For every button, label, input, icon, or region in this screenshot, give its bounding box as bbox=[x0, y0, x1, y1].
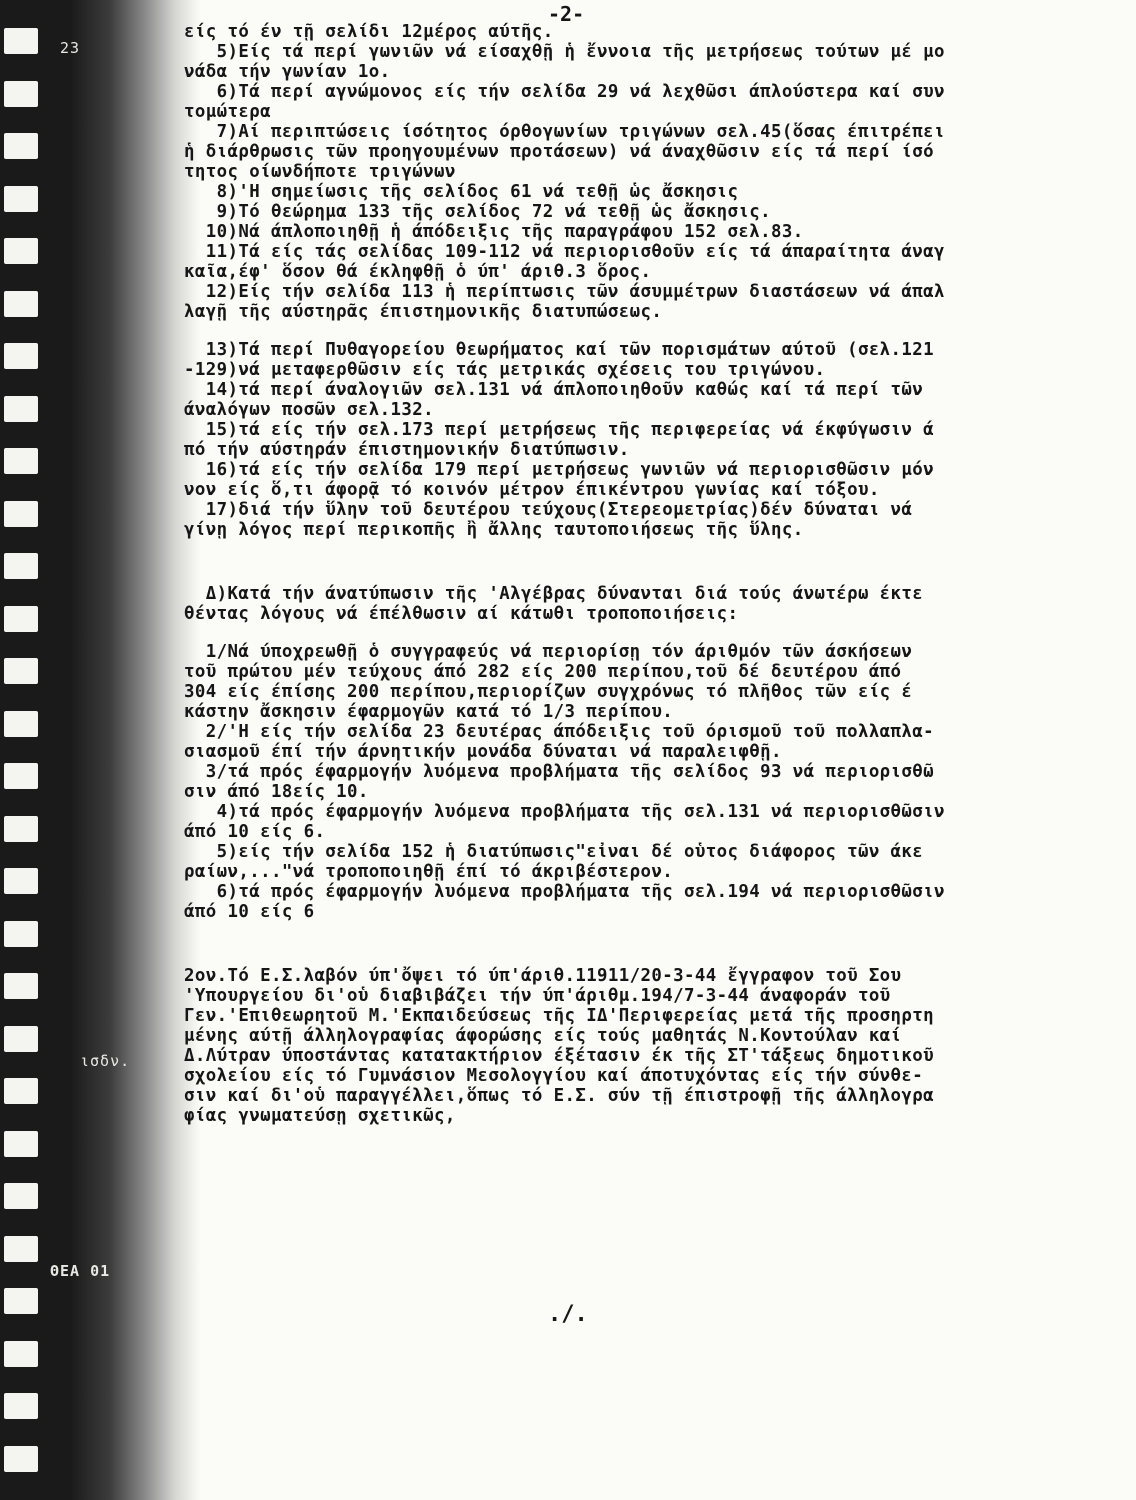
binding-hole bbox=[4, 343, 38, 369]
text-line: 2/'Η είς τήν σελίδα 23 δευτέρας άπόδειξις τοῦ όρισμοῦ τοῦ πολλαπλα- bbox=[184, 722, 935, 742]
binding-hole bbox=[4, 868, 38, 894]
text-line: σχολείου είς τό Γυμνάσιον Μεσολογγίου καί άποτυχόντας είς τήν σύνθε- bbox=[184, 1066, 924, 1086]
text-line: τοῦ πρώτου μέν τεύχους άπό 282 είς 200 περίπου,τοῦ δέ δευτέρου άπό bbox=[184, 662, 902, 682]
margin-note-middle: ισδν. bbox=[80, 1052, 131, 1070]
text-line: 13)Τά περί Πυθαγορείου θεωρήματος καί τῶν πορισμάτων αύτοῦ (σελ.121 bbox=[184, 340, 935, 360]
text-line: σιν καί δι'οὗ παραγγέλλει,ὅπως τό Ε.Σ. σύν τῇ έπιστροφῇ τῆς άλληλογρα bbox=[184, 1086, 935, 1106]
text-line: άπό 10 είς 6. bbox=[184, 822, 326, 842]
binding-hole bbox=[4, 28, 38, 54]
text-line: καῖα,έφ' ὅσον θά έκληφθῇ ὁ ύπ' άριθ.3 ὅρος. bbox=[184, 262, 652, 282]
text-line: 'Υπουργείου δι'οὗ διαβιβάζει τήν ύπ'άριθμ.194/7-3-44 άναφοράν τοῦ bbox=[184, 986, 891, 1006]
binding-hole bbox=[4, 81, 38, 107]
text-line: 4)τά πρός έφαρμογήν λυόμενα προβλήματα τῆς σελ.131 νά περιορισθῶσιν bbox=[184, 802, 945, 822]
text-line: 10)Νά άπλοποιηθῇ ἡ άπόδειξις τῆς παραγράφου 152 σελ.83. bbox=[184, 222, 804, 242]
text-line: Δ.Λύτραν ύποστάντας κατατακτήριον έξέτασιν έκ τῆς ΣΤ'τάξεως δημοτικοῦ bbox=[184, 1046, 935, 1066]
binding-hole bbox=[4, 973, 38, 999]
binding-hole bbox=[4, 1078, 38, 1104]
text-line: -129)νά μεταφερθῶσιν είς τάς μετρικάς σχέσεις του τριγώνου. bbox=[184, 360, 826, 380]
binding-hole bbox=[4, 1131, 38, 1157]
binding-hole bbox=[4, 291, 38, 317]
text-line: 14)τά περί άναλογιῶν σελ.131 νά άπλοποιηθοῦν καθώς καί τά περί τῶν bbox=[184, 380, 924, 400]
binding-hole bbox=[4, 553, 38, 579]
binding-hole bbox=[4, 186, 38, 212]
text-line: 12)Είς τήν σελίδα 113 ἡ περίπτωσις τῶν άσυμμέτρων διαστάσεων νά άπαλ bbox=[184, 282, 945, 302]
text-line: άπό 10 είς 6 bbox=[184, 902, 315, 922]
page-number: -2- bbox=[548, 2, 585, 26]
typewritten-document bbox=[184, 22, 1114, 1126]
text-line: φίας γνωματεύσῃ σχετικῶς, bbox=[184, 1106, 456, 1126]
binding-hole bbox=[4, 711, 38, 737]
binding-hole bbox=[4, 1446, 38, 1472]
text-line: 16)τά είς τήν σελίδα 179 περί μετρήσεως γωνιῶν νά περιορισθῶσιν μόν bbox=[184, 460, 935, 480]
binding-hole bbox=[4, 238, 38, 264]
binding-hole bbox=[4, 133, 38, 159]
binding-hole bbox=[4, 1183, 38, 1209]
text-line: 6)Τά περί αγνώμονος είς τήν σελίδα 29 νά λεχθῶσι άπλούστερα καί συν bbox=[184, 82, 945, 102]
text-line: γίνῃ λόγος περί περικοπῆς ἢ ἄλλης ταυτοποιήσεως τῆς ὕλης. bbox=[184, 520, 804, 540]
text-line: ραίων,..."νά τροποποιηθῇ έπί τό άκριβέστερον. bbox=[184, 862, 674, 882]
section-d-algebra-heading bbox=[184, 584, 1114, 624]
text-line: 6)τά πρός έφαρμογήν λυόμενα προβλήματα τῆς σελ.194 νά περιορισθῶσιν bbox=[184, 882, 945, 902]
text-line: σιν άπό 18είς 10. bbox=[184, 782, 369, 802]
binding-hole bbox=[4, 501, 38, 527]
text-line: Γεν.'Επιθεωρητοῦ Μ.'Εκπαιδεύσεως τῆς ΙΔ'Περιφερείας μετά τῆς προσηρτη bbox=[184, 1006, 935, 1026]
binding-hole bbox=[4, 396, 38, 422]
text-line: ἡ διάρθρωσις τῶν προηγουμένων προτάσεων) νά άναχθῶσιν είς τά περί ίσό bbox=[184, 142, 935, 162]
text-line: πό τήν αύστηράν έπιστημονικήν διατύπωσιν. bbox=[184, 440, 630, 460]
binding-hole bbox=[4, 1026, 38, 1052]
text-line: 5)Είς τά περί γωνιῶν νά είσαχθῇ ἡ ἔννοια τῆς μετρήσεως τούτων μέ μο bbox=[184, 42, 945, 62]
text-line: μένης αύτῇ άλληλογραφίας άφορώσης είς τούς μαθητάς Ν.Κοντούλαν καί bbox=[184, 1026, 902, 1046]
second-item-paragraph bbox=[184, 966, 1114, 1126]
text-line: Δ)Κατά τήν άνατύπωσιν τῆς 'Αλγέβρας δύνανται διά τούς άνωτέρω έκτε bbox=[184, 584, 924, 604]
margin-note-bottom: ΘΕΑ 01 bbox=[50, 1262, 111, 1280]
binding-hole bbox=[4, 763, 38, 789]
text-line: 1/Νά ύποχρεωθῇ ὁ συγγραφεύς νά περιορίσῃ τόν άριθμόν τῶν άσκήσεων bbox=[184, 642, 913, 662]
text-line: 8)'Η σημείωσις τῆς σελίδος 61 νά τεθῇ ὡς ἄσκησις bbox=[184, 182, 739, 202]
text-line: άναλόγων ποσῶν σελ.132. bbox=[184, 400, 435, 420]
text-line: θέντας λόγους νά έπέλθωσιν αί κάτωθι τροποποιήσεις: bbox=[184, 604, 739, 624]
geometry-revisions-continued bbox=[184, 340, 1114, 540]
text-line: κάστην ἄσκησιν έφαρμογῶν κατά τό 1/3 περίπου. bbox=[184, 702, 674, 722]
geometry-revisions-block bbox=[184, 22, 1114, 322]
text-line: 17)διά τήν ὕλην τοῦ δευτέρου τεύχους(Στερεομετρίας)δέν δύναται νά bbox=[184, 500, 913, 520]
algebra-revisions-list bbox=[184, 642, 1114, 922]
binding-hole bbox=[4, 448, 38, 474]
text-line: νον είς ὅ,τι άφορᾷ τό κοινόν μέτρον έπικέντρου γωνίας καί τόξου. bbox=[184, 480, 880, 500]
text-line: 2ον.Τό Ε.Σ.λαβόν ύπ'ὄψει τό ύπ'άριθ.11911/20-3-44 ἔγγραφον τοῦ Σου bbox=[184, 966, 902, 986]
binding-hole bbox=[4, 606, 38, 632]
binding-hole bbox=[4, 921, 38, 947]
continuation-mark: ./. bbox=[548, 1302, 588, 1327]
text-line: 9)Τό θεώρημα 133 τῆς σελίδος 72 νά τεθῇ ὡς ἄσκησις. bbox=[184, 202, 771, 222]
text-line: νάδα τήν γωνίαν 1ο. bbox=[184, 62, 391, 82]
text-line: λαγῇ τῆς αύστηρᾶς έπιστημονικῆς διατυπώσεως. bbox=[184, 302, 663, 322]
margin-note-top: 23 bbox=[60, 39, 81, 57]
binding-hole bbox=[4, 658, 38, 684]
spiral-binding bbox=[4, 0, 40, 1500]
text-line: τητος οίωνδήποτε τριγώνων bbox=[184, 162, 456, 182]
text-line: 304 είς έπίσης 200 περίπου,περιορίζων συγχρόνως τό πλῆθος τῶν είς έ bbox=[184, 682, 913, 702]
text-line: σιασμοῦ έπί τήν άρνητικήν μονάδα δύναται νά παραλειφθῇ. bbox=[184, 742, 782, 762]
binding-hole bbox=[4, 816, 38, 842]
binding-hole bbox=[4, 1341, 38, 1367]
text-line: 7)Αί περιπτώσεις ίσότητος όρθογωνίων τριγώνων σελ.45(ὅσας έπιτρέπει bbox=[184, 122, 945, 142]
text-line: είς τό έν τῇ σελίδι 12μέρος αύτῆς. bbox=[184, 22, 554, 42]
binding-hole bbox=[4, 1236, 38, 1262]
text-line: 5)είς τήν σελίδα 152 ἡ διατύπωσις"εἶναι δέ οὗτος διάφορος τῶν άκε bbox=[184, 842, 924, 862]
text-line: 15)τά είς τήν σελ.173 περί μετρήσεως τῆς περιφερείας νά έκφύγωσιν ά bbox=[184, 420, 935, 440]
text-line: 11)Τά είς τάς σελίδας 109-112 νά περιορισθοῦν είς τά άπαραίτητα άναγ bbox=[184, 242, 945, 262]
text-line: τομώτερα bbox=[184, 102, 271, 122]
binding-hole bbox=[4, 1288, 38, 1314]
binding-hole bbox=[4, 1393, 38, 1419]
text-line: 3/τά πρός έφαρμογήν λυόμενα προβλήματα τῆς σελίδος 93 νά περιορισθῶ bbox=[184, 762, 935, 782]
